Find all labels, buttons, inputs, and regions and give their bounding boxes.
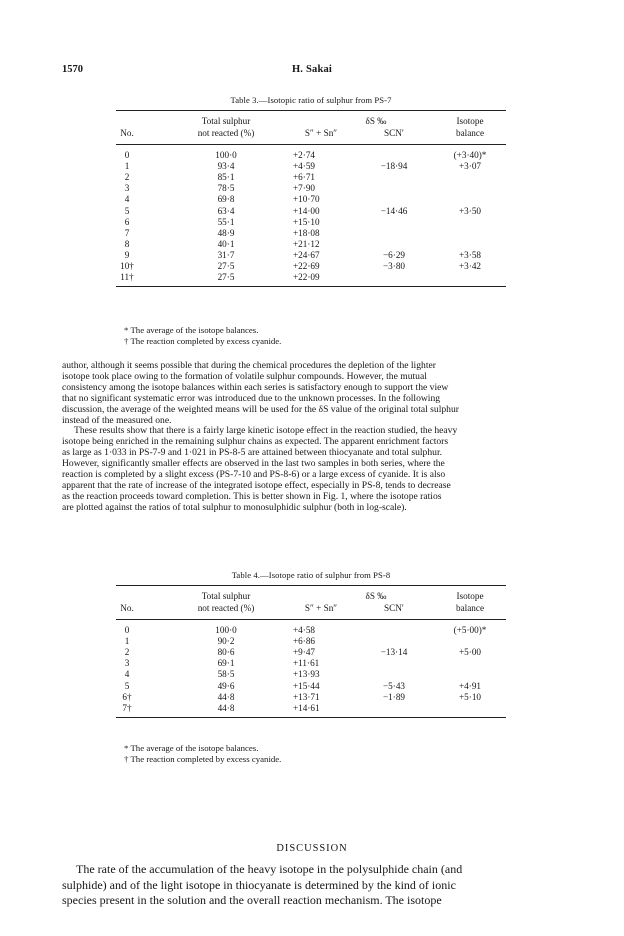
table-cell-s-sn: +10·70 [293,194,320,205]
table-cell-total-sulphur: 40·1 [217,238,235,249]
table-cell-no: 5 [124,680,130,691]
table-cell-total-sulphur: 93·4 [217,161,235,172]
table3-bottom-rule [116,286,506,287]
table-cell-scn: −1·89 [382,691,406,702]
table-cell-total-sulphur: 78·5 [217,183,235,194]
table-cell-no: 10† [120,261,134,271]
table4 [116,585,506,745]
table-cell-isotope-balance: (+3·40)* [453,150,487,160]
table-cell-s-sn: +6·71 [293,172,316,183]
discussion-text [62,862,562,909]
body-line: reaction is completed by a slight excess (PS-7-10 and PS-8-6) or a large excess of cyanide. It is also [62,470,446,481]
table-cell-scn: −5·43 [382,680,406,691]
table-cell-total-sulphur: 27·5 [217,261,235,271]
table-cell-s-sn: +6·86 [293,636,316,647]
table3 [116,110,506,330]
body-line: isotope being enriched in the remaining sulphur chains as expected. The apparent enrichment factors [62,437,449,448]
table4-header-iso-line2: balance [455,603,485,613]
table-cell-total-sulphur: 27·5 [217,272,235,283]
discussion-heading: DISCUSSION [276,843,348,854]
table-cell-s-sn: +4·58 [293,625,316,635]
page-number: 1570 [62,64,83,75]
table4-header-rule [116,619,506,620]
table-cell-no: 3 [124,183,130,194]
table3-header-iso-line1: Isotope [456,116,484,126]
table3-top-rule [116,110,506,111]
table4-notes [124,743,281,765]
table-cell-no: 6† [122,691,132,702]
body-text [62,361,562,514]
table-cell-s-sn: +15·44 [293,680,320,691]
table4-note-dagger: † The reaction completed by excess cyanide. [124,754,282,764]
table3-header-rule [116,144,506,145]
table3-note-dagger: † The reaction completed by excess cyanide. [124,336,282,346]
table-cell-s-sn: +18·08 [293,227,320,238]
author-name: H. Sakai [291,64,333,75]
table-cell-scn: −3·80 [382,261,406,271]
table-cell-isotope-balance: +5·10 [458,691,482,702]
table-cell-no: 4 [124,669,130,680]
table-cell-no: 1 [124,161,130,172]
running-head [62,64,562,78]
table3-header-s-sn: S″ + Sn″ [304,128,338,138]
table-cell-total-sulphur: 55·1 [217,216,235,227]
table-cell-total-sulphur: 31·7 [217,249,235,260]
table3-header-total-line1: Total sulphur [201,116,251,126]
table4-header-no: No. [120,603,134,613]
table4-note-avg: * The average of the isotope balances. [124,743,259,753]
table-cell-no: 2 [124,172,130,183]
table-cell-total-sulphur: 69·1 [217,658,235,669]
body-line: isotope took place owing to the formation of volatile sulphur compounds. However, the mutual [62,371,427,382]
table-cell-total-sulphur: 49·6 [217,680,235,691]
table-cell-s-sn: +14·00 [293,205,320,216]
body-line: author, although it seems possible that during the chemical procedures the depletion of the lighter [62,361,436,371]
table-cell-no: 7† [122,702,132,713]
table-cell-s-sn: +11·61 [293,658,320,669]
table-cell-scn: −14·46 [380,205,408,216]
table-cell-total-sulphur: 63·4 [217,205,235,216]
table-cell-isotope-balance: +3·42 [458,261,482,271]
body-line: These results show that there is a fairly large kinetic isotope effect in the reaction studied, the heavy [74,426,458,437]
table-cell-no: 9 [124,249,130,260]
table-cell-s-sn: +13·71 [293,691,320,702]
table3-note-avg: * The average of the isotope balances. [124,325,259,335]
table-cell-s-sn: +14·61 [293,702,320,713]
table3-header-scn: SCN′ [384,128,404,138]
table4-header-total-line1: Total sulphur [201,591,251,601]
table-cell-total-sulphur: 69·8 [217,194,235,205]
table-cell-isotope-balance: (+5·00)* [453,625,487,635]
table-cell-s-sn: +15·10 [293,216,320,227]
table-cell-no: 8 [124,238,130,249]
table3-header-total-line2: not reacted (%) [197,128,255,138]
table-cell-total-sulphur: 90·2 [217,636,235,647]
table-cell-s-sn: +13·93 [293,669,320,680]
table-cell-s-sn: +22·69 [293,261,320,271]
table3-header-iso-line2: balance [455,128,485,138]
table-cell-isotope-balance: +4·91 [458,680,482,691]
table-cell-isotope-balance: +3·58 [458,249,482,260]
table3-header-no: No. [120,128,134,138]
discussion-line: species present in the solution and the overall reaction mechanism. The isotope [62,893,442,907]
table-cell-s-sn: +7·90 [293,183,316,194]
table3-notes [124,325,281,347]
table-cell-total-sulphur: 100·0 [215,150,237,160]
table-cell-s-sn: +24·67 [293,249,320,260]
body-line: that no significant systematic error was introduced due to the unknown processes. In the following [62,393,441,404]
body-line: apparent that the rate of increase of the integrated isotope effect, especially in PS-8, tends to decrease [62,480,451,491]
discussion-line: The rate of the accumulation of the heavy isotope in the polysulphide chain (and [76,862,463,876]
table-cell-no: 1 [124,636,130,647]
table4-header-scn: SCN′ [384,603,404,613]
table4-bottom-rule [116,717,506,718]
table-cell-no: 5 [124,205,130,216]
table-cell-s-sn: +22·09 [293,272,320,283]
body-line: as large as 1·033 in PS-7-9 and 1·021 in PS-8-5 are attained between thiocyanate and total sulphur. [62,448,443,459]
table-cell-total-sulphur: 80·6 [217,647,235,658]
table-cell-s-sn: +9·47 [293,647,316,658]
body-line: instead of the measured one. [62,415,172,426]
table-cell-no: 6 [124,216,130,227]
table-cell-no: 3 [124,658,130,669]
table-cell-total-sulphur: 100·0 [215,625,237,635]
table-cell-s-sn: +21·12 [293,238,320,249]
table-cell-total-sulphur: 58·5 [217,669,235,680]
table-cell-s-sn: +2·74 [293,150,316,160]
table4-top-rule [116,585,506,586]
table-cell-scn: −13·14 [380,647,408,658]
table-cell-no: 4 [124,194,130,205]
table3-caption: Table 3.—Isotopic ratio of sulphur from PS-7 [230,95,392,105]
table4-header-total-line2: not reacted (%) [197,603,255,613]
table-cell-total-sulphur: 44·8 [217,702,235,713]
table3-header-ds: δS ‰ [365,116,387,126]
table-cell-no: 0 [124,625,130,635]
table-cell-isotope-balance: +3·07 [458,161,482,172]
table-cell-no: 7 [124,227,130,238]
table-cell-scn: −6·29 [382,249,406,260]
table4-header-ds: δS ‰ [365,591,387,601]
table-cell-total-sulphur: 44·8 [217,691,235,702]
body-line: are plotted against the ratios of total sulphur to monosulphidic sulphur (both in log-scale). [62,502,407,513]
table-cell-isotope-balance: +3·50 [458,205,482,216]
body-line: However, significantly smaller effects are observed in the last two samples in both series, where the [62,459,445,470]
table-cell-isotope-balance: +5·00 [458,647,482,658]
body-line: as the reaction proceeds toward completion. This is better shown in Fig. 1, where the isotope ratios [62,491,442,502]
table-cell-total-sulphur: 85·1 [217,172,235,183]
table4-header-iso-line1: Isotope [456,591,484,601]
table4-header-s-sn: S″ + Sn″ [304,603,338,613]
table-cell-no: 0 [124,150,130,160]
table-cell-scn: −18·94 [380,161,408,172]
table-cell-no: 2 [124,647,130,658]
table-cell-no: 11† [120,272,134,283]
discussion-line: sulphide) and of the light isotope in thiocyanate is determined by the kind of ionic [62,877,456,892]
body-line: consistency among the isotope balances within each series is satisfactory enough to support the view [62,382,449,393]
table-cell-total-sulphur: 48·9 [217,227,235,238]
table-cell-s-sn: +4·59 [293,161,316,172]
body-line: discussion, the average of the weighted means will be used for the δS value of the original total sulphur [62,404,459,415]
table4-caption: Table 4.—Isotope ratio of sulphur from PS-8 [231,570,391,580]
